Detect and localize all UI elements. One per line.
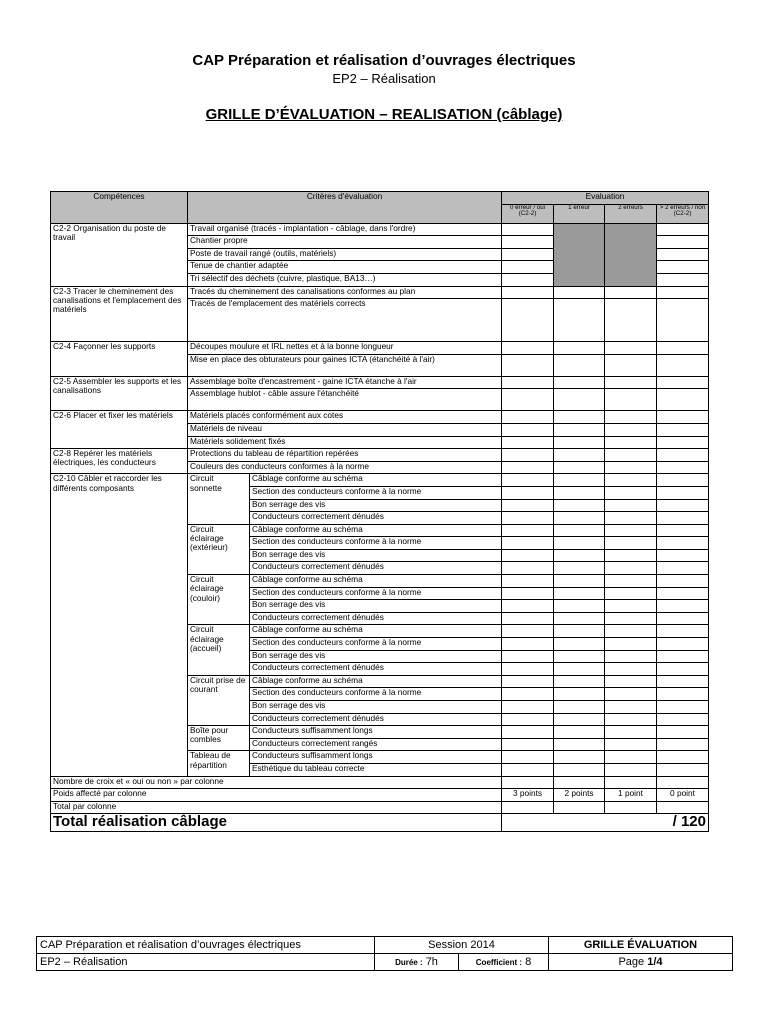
table-row [51,286,709,299]
circuit-label: Tableau de répartition [188,751,250,776]
score-cell[interactable] [554,524,605,537]
points-value: 3 points [502,789,554,802]
score-cell[interactable] [554,376,605,389]
table-row [51,223,709,236]
score-cell[interactable] [502,354,554,376]
criterion: Esthétique du tableau correcte [250,763,502,776]
score-cell[interactable] [657,499,709,512]
score-cell[interactable] [657,713,709,726]
table-row [51,411,709,424]
score-cell[interactable] [657,738,709,751]
competence-c2-10: C2-10 Câbler et raccorder les différents composants [51,474,188,776]
score-cell[interactable] [657,587,709,600]
document-title: CAP Préparation et réalisation d’ouvrages électriques [192,52,576,69]
total-column-cell[interactable] [605,801,657,814]
score-cell[interactable] [657,236,709,249]
competence-c2-6: C2-6 Placer et fixer les matériels [51,411,188,449]
score-cell[interactable] [657,423,709,436]
score-cell[interactable] [502,376,554,389]
criterion: Conducteurs correctement dénudés [250,562,502,575]
score-cell[interactable] [502,663,554,676]
score-cell[interactable] [502,562,554,575]
score-cell[interactable] [657,474,709,487]
score-cell[interactable] [605,575,657,588]
score-cell[interactable] [605,342,657,355]
page-value: 1/4 [647,956,663,968]
score-cell[interactable] [657,248,709,261]
score-cell[interactable] [657,436,709,449]
criterion: Conducteurs correctement rangés [250,738,502,751]
circuit-label: Circuit éclairage (extérieur) [188,524,250,574]
score-cell[interactable] [657,273,709,286]
score-cell[interactable] [554,461,605,474]
score-cell[interactable] [605,751,657,764]
score-cell[interactable] [554,738,605,751]
score-cell[interactable] [657,726,709,739]
score-cell[interactable] [554,688,605,701]
criterion: Section des conducteurs conforme à la norme [250,486,502,499]
table-row [51,376,709,389]
score-cell[interactable] [657,675,709,688]
score-cell[interactable] [605,663,657,676]
score-cell[interactable] [657,751,709,764]
table-row [51,449,709,462]
criterion: Découpes moulure et IRL nettes et à la bonne longueur [188,342,502,355]
criterion: Poste de travail rangé (outils, matériels) [188,248,502,261]
score-cell[interactable] [605,423,657,436]
criterion: Couleurs des conducteurs conformes à la norme [188,461,502,474]
score-cell[interactable] [502,701,554,714]
competence-c2-5: C2-5 Assembler les supports et les canalisations [51,376,188,411]
score-cell[interactable] [502,638,554,651]
score-cell[interactable] [657,638,709,651]
count-cell[interactable] [502,776,554,789]
criterion: Matériels placés conformément aux cotes [188,411,502,424]
points-value: 1 point [605,789,657,802]
score-cell[interactable] [605,474,657,487]
score-cell[interactable] [605,763,657,776]
score-cell[interactable] [605,587,657,600]
score-cell[interactable] [657,461,709,474]
score-cell[interactable] [657,650,709,663]
score-cell[interactable] [657,600,709,613]
criterion: Bon serrage des vis [250,701,502,714]
criterion: Tri sélectif des déchets (cuivre, plastique, BA13…) [188,273,502,286]
score-cell[interactable] [605,286,657,299]
score-cell[interactable] [605,701,657,714]
score-cell[interactable] [605,638,657,651]
score-cell[interactable] [657,612,709,625]
score-cell[interactable] [502,474,554,487]
total-column-cell[interactable] [502,801,554,814]
criterion: Bon serrage des vis [250,549,502,562]
score-cell[interactable] [657,575,709,588]
score-cell[interactable] [605,650,657,663]
score-cell[interactable] [605,688,657,701]
score-cell[interactable] [502,389,554,411]
criterion: Tracés de l'emplacement des matériels corrects [188,299,502,342]
page-label: Page [618,956,645,968]
score-cell[interactable] [605,524,657,537]
score-cell[interactable] [554,549,605,562]
criterion: Travail organisé (tracés - implantation - câblage, dans l'ordre) [188,223,502,236]
score-cell[interactable] [554,713,605,726]
header-col1: 1 erreur [554,204,605,223]
score-cell[interactable] [502,726,554,739]
footer-part: EP2 – Réalisation [37,954,375,971]
grand-total-label: Total réalisation câblage [51,814,502,832]
duree-label: Durée : [395,958,423,967]
header-criteres: Critères d'évaluation [188,192,502,224]
criterion: Protections du tableau de répartition repérées [188,449,502,462]
footer-coefficient [459,956,548,968]
score-cell[interactable] [554,436,605,449]
criterion: Matériels de niveau [188,423,502,436]
score-cell[interactable] [657,342,709,355]
criterion: Assemblage boîte d'encastrement - gaine ICTA étanche à l'air [188,376,502,389]
score-cell[interactable] [605,449,657,462]
criterion: Matériels solidement fixés [188,436,502,449]
score-cell[interactable] [502,587,554,600]
criterion: Bon serrage des vis [250,600,502,613]
score-cell[interactable] [657,663,709,676]
score-cell[interactable] [657,411,709,424]
score-cell[interactable] [502,537,554,550]
score-cell[interactable] [554,354,605,376]
score-cell[interactable] [605,713,657,726]
score-cell[interactable] [502,273,554,286]
criterion: Câblage conforme au schéma [250,575,502,588]
score-cell[interactable] [554,342,605,355]
criterion: Section des conducteurs conforme à la norme [250,638,502,651]
score-cell[interactable] [502,499,554,512]
score-cell[interactable] [554,675,605,688]
circuit-label: Boîte pour combles [188,726,250,751]
score-cell[interactable] [657,688,709,701]
score-cell[interactable] [502,461,554,474]
score-cell[interactable] [554,638,605,651]
circuit-label: Circuit prise de courant [188,675,250,725]
score-cell[interactable] [605,612,657,625]
score-cell[interactable] [605,600,657,613]
duree-value: 7h [425,956,438,968]
score-cell[interactable] [657,223,709,236]
count-cell[interactable] [554,776,605,789]
evaluation-grid [50,191,709,832]
score-cell[interactable] [554,411,605,424]
criterion: Bon serrage des vis [250,650,502,663]
score-cell[interactable] [605,389,657,411]
score-cell[interactable] [554,587,605,600]
score-cell[interactable] [502,763,554,776]
score-cell[interactable] [554,486,605,499]
score-cell[interactable] [502,625,554,638]
footer-duree [375,954,459,970]
table-row [51,474,709,487]
total-column-row [51,801,709,814]
total-column-label: Total par colonne [51,801,502,814]
score-cell[interactable] [502,449,554,462]
score-cell[interactable] [554,663,605,676]
competence-c2-4: C2-4 Façonner les supports [51,342,188,377]
score-cell[interactable] [502,575,554,588]
points-label: Poids affecté par colonne [51,789,502,802]
score-cell[interactable] [605,726,657,739]
score-cell[interactable] [502,600,554,613]
score-cell[interactable] [554,286,605,299]
score-cell[interactable] [554,449,605,462]
criterion: Conducteurs correctement dénudés [250,612,502,625]
score-cell[interactable] [605,675,657,688]
score-cell[interactable] [605,436,657,449]
count-row [51,776,709,789]
circuit-label: Circuit sonnette [188,474,250,524]
score-cell[interactable] [502,549,554,562]
score-cell[interactable] [554,650,605,663]
header-row [51,192,709,205]
footer-exam: CAP Préparation et réalisation d’ouvrages électriques [37,937,375,954]
score-cell[interactable] [605,499,657,512]
score-cell[interactable] [502,612,554,625]
score-cell[interactable] [554,499,605,512]
criterion: Conducteurs correctement dénudés [250,713,502,726]
document-subtitle: EP2 – Réalisation [332,71,436,86]
header-evaluation: Evaluation [502,192,709,205]
criterion: Câblage conforme au schéma [250,524,502,537]
footer-session: Session 2014 [375,937,549,954]
score-cell[interactable] [502,524,554,537]
points-value: 2 points [554,789,605,802]
criterion: Conducteurs correctement dénudés [250,512,502,525]
footer-page [549,954,733,971]
disabled-cell [605,223,657,286]
coef-value: 8 [525,956,532,968]
score-cell[interactable] [502,688,554,701]
score-cell[interactable] [605,486,657,499]
score-cell[interactable] [554,625,605,638]
score-cell[interactable] [657,286,709,299]
score-cell[interactable] [554,474,605,487]
score-cell[interactable] [657,376,709,389]
score-cell[interactable] [554,701,605,714]
criterion: Conducteurs suffisamment longs [250,751,502,764]
score-cell[interactable] [554,537,605,550]
score-cell[interactable] [502,650,554,663]
score-cell[interactable] [502,713,554,726]
score-cell[interactable] [657,389,709,411]
criterion: Tracés du cheminement des canalisations conformes au plan [188,286,502,299]
score-cell[interactable] [502,248,554,261]
criterion: Conducteurs correctement dénudés [250,663,502,676]
score-cell[interactable] [554,726,605,739]
footer-table [36,936,733,971]
criterion: Chantier propre [188,236,502,249]
score-cell[interactable] [554,299,605,342]
score-cell[interactable] [657,486,709,499]
score-cell[interactable] [502,261,554,274]
score-cell[interactable] [657,261,709,274]
score-cell[interactable] [554,751,605,764]
score-cell[interactable] [502,342,554,355]
score-cell[interactable] [657,763,709,776]
points-value: 0 point [657,789,709,802]
coef-label: Coefficient : [475,958,523,967]
score-cell[interactable] [502,751,554,764]
score-cell[interactable] [657,549,709,562]
table-row [51,342,709,355]
score-cell[interactable] [605,562,657,575]
criterion: Conducteurs suffisamment longs [250,726,502,739]
score-cell[interactable] [554,612,605,625]
score-cell[interactable] [502,411,554,424]
score-cell[interactable] [657,512,709,525]
circuit-label: Circuit éclairage (accueil) [188,625,250,675]
score-cell[interactable] [605,625,657,638]
grand-total-value[interactable]: / 120 [502,814,709,832]
score-cell[interactable] [657,354,709,376]
score-cell[interactable] [502,738,554,751]
score-cell[interactable] [554,575,605,588]
circuit-label: Circuit éclairage (couloir) [188,575,250,625]
header-col2: 2 erreurs [605,204,657,223]
footer-doc: GRILLE ÉVALUATION [549,937,733,954]
total-column-cell[interactable] [554,801,605,814]
score-cell[interactable] [605,738,657,751]
total-column-cell[interactable] [657,801,709,814]
grid-title: GRILLE D’ÉVALUATION – REALISATION (câblage) [205,106,563,123]
score-cell[interactable] [657,625,709,638]
header-col0: 0 erreur / oui (C2-2) [502,204,554,223]
score-cell[interactable] [657,299,709,342]
criterion: Mise en place des obturateurs pour gaines ICTA (étanchéité à l'air) [188,354,502,376]
criterion: Assemblage hublot - câble assure l'étanchéité [188,389,502,411]
score-cell[interactable] [502,299,554,342]
disabled-cell [554,223,605,286]
score-cell[interactable] [554,600,605,613]
competence-c2-8: C2-8 Repérer les matériels électriques, les conducteurs [51,449,188,474]
score-cell[interactable] [502,512,554,525]
score-cell[interactable] [605,354,657,376]
score-cell[interactable] [657,449,709,462]
score-cell[interactable] [605,461,657,474]
criterion: Tenue de chantier adaptée [188,261,502,274]
criterion: Câblage conforme au schéma [250,675,502,688]
score-cell[interactable] [605,376,657,389]
criterion: Bon serrage des vis [250,499,502,512]
score-cell[interactable] [502,436,554,449]
score-cell[interactable] [605,299,657,342]
score-cell[interactable] [502,223,554,236]
criterion: Câblage conforme au schéma [250,625,502,638]
count-cell[interactable] [605,776,657,789]
criterion: Câblage conforme au schéma [250,474,502,487]
score-cell[interactable] [554,763,605,776]
score-cell[interactable] [502,423,554,436]
score-cell[interactable] [502,675,554,688]
competence-c2-3: C2-3 Tracer le cheminement des canalisations et l'emplacement des matériels [51,286,188,342]
count-label: Nombre de croix et « oui ou non » par colonne [51,776,502,789]
score-cell[interactable] [554,512,605,525]
score-cell[interactable] [502,486,554,499]
count-cell[interactable] [657,776,709,789]
score-cell[interactable] [605,512,657,525]
points-row [51,789,709,802]
score-cell[interactable] [605,411,657,424]
score-cell[interactable] [554,423,605,436]
grand-total-row [51,814,709,832]
score-cell[interactable] [605,549,657,562]
competence-c2-2: C2-2 Organisation du poste de travail [51,223,188,286]
score-cell[interactable] [657,701,709,714]
header-col3: > 2 erreurs / non (C2-2) [657,204,709,223]
header-competences: Compétences [51,192,188,224]
score-cell[interactable] [605,537,657,550]
score-cell[interactable] [657,537,709,550]
score-cell[interactable] [554,562,605,575]
score-cell[interactable] [502,236,554,249]
score-cell[interactable] [657,524,709,537]
score-cell[interactable] [554,389,605,411]
criterion: Section des conducteurs conforme à la norme [250,537,502,550]
criterion: Section des conducteurs conforme à la norme [250,587,502,600]
score-cell[interactable] [657,562,709,575]
score-cell[interactable] [502,286,554,299]
criterion: Section des conducteurs conforme à la norme [250,688,502,701]
